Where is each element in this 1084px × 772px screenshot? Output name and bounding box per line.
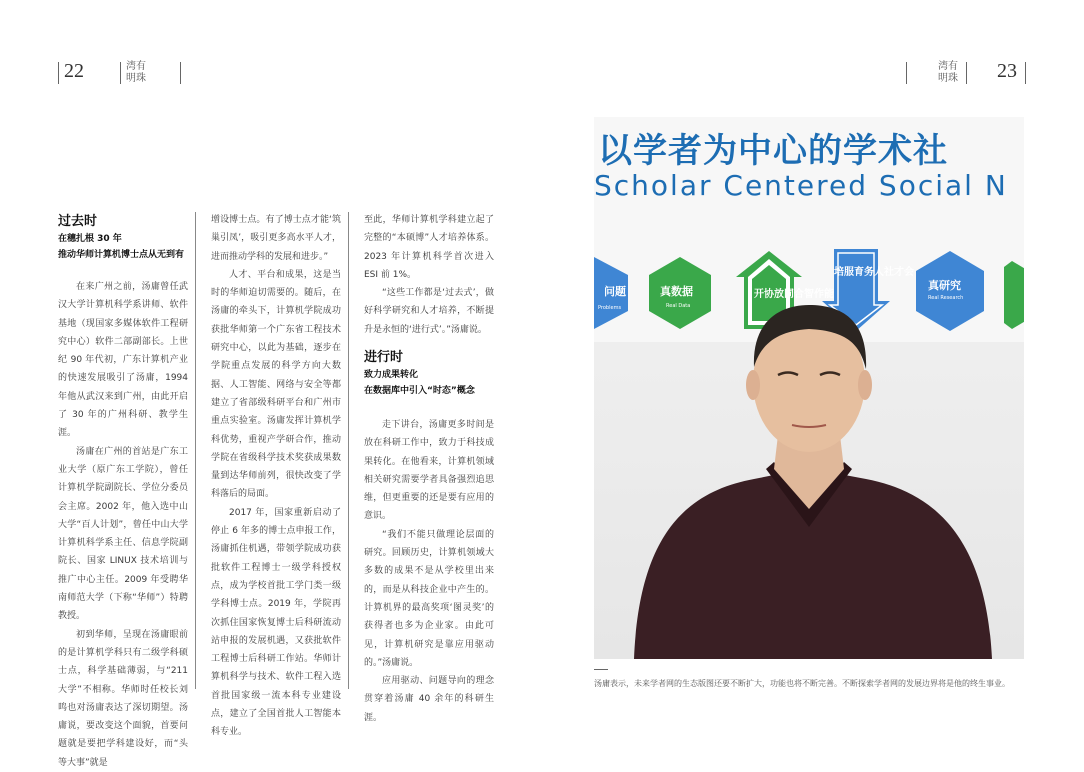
paragraph: 至此，华师计算机学科建立起了完整的“本硕博”人才培养体系。2023 年计算机科学首次进入 ESI 前 1%。 bbox=[364, 215, 494, 280]
banner-subtitle: Scholar Centered Social N bbox=[594, 169, 1008, 202]
left-page-number: 22 bbox=[64, 60, 84, 82]
paragraph: 应用驱动、问题导向的理念贯穿着汤庸 40 余年的科研生涯。 bbox=[364, 676, 494, 723]
hex-label: 培服育务人社才会 bbox=[834, 267, 914, 278]
hex-label: 问题 bbox=[604, 285, 626, 298]
paragraph: 在来广州之前，汤庸曾任武汉大学计算机科学系讲师、软件基地（现国家多媒体软件工程研究中心）软件二部副部长。上世纪 90 年代初，广东计算机产业的快速发展吸引了汤庸，1994 年他从武汉来到广州，由此开启了 30 年的广州科研、教学生涯。 bbox=[58, 282, 188, 439]
article-column-3-top bbox=[364, 211, 494, 339]
portrait-photo bbox=[594, 117, 1024, 659]
article-column-2 bbox=[211, 211, 341, 742]
paragraph: “这些工作都是‘过去式’，做好科学研究和人才培养，不断提升是永恒的‘进行式’。”汤庸说。 bbox=[364, 288, 494, 335]
section-subtitle: 推动华师计算机博士点从无到有 bbox=[58, 250, 185, 260]
right-page-number: 23 bbox=[997, 60, 1017, 82]
header-divider bbox=[180, 62, 181, 84]
hex-sublabel: Real Research bbox=[928, 295, 964, 301]
magazine-name: 湾有 明珠 bbox=[126, 61, 146, 84]
magazine-name: 湾有 明珠 bbox=[938, 61, 958, 84]
header-divider bbox=[966, 62, 967, 84]
photo-caption: 汤庸表示，未来学者网的生态版图还要不断扩大，功能也将不断完善。不断探索学者网的发展边界将是他的终生事业。 bbox=[594, 679, 1010, 688]
section-header-past bbox=[58, 213, 190, 263]
hex-label: 真数据 bbox=[660, 285, 693, 298]
paragraph: 人才、平台和成果，这是当时的华师迫切需要的。随后，在汤庸的牵头下，计算机学院成功获批华师第一个广东省工程技术研究中心，以此为基础，逐步在学院重点发展的科学方向大数据、人工智能、网络与安全等都建立了省部级科研平台和广州市重点实验室。汤庸发挥计算机学科优势，重视产学研合作，推动学院在省级科学技术奖获成果数量到达华师前列，很快改变了学科落后的局面。 bbox=[211, 269, 341, 500]
section-title: 过去时 bbox=[58, 214, 98, 229]
person-figure bbox=[594, 117, 1024, 659]
banner-title: 以学者为中心的学术社 bbox=[598, 131, 948, 171]
hex-label: 真研究 bbox=[928, 279, 961, 292]
column-divider bbox=[348, 212, 349, 689]
article-column-1 bbox=[58, 278, 188, 772]
paragraph: 2017 年，国家重新启动了停止 6 年多的博士点申报工作，汤庸抓住机遇，带领学院成功获批软件工程博士一级学科授权点，成为学校首批工学门类一级学科博士点。2019 年，学院再次抓住国家恢复博士后科研流动站申报的发展机遇，又获批软件工程博士后科研工作站。华师计算机科学与技术、软件工程入选首批国家级一流本科专业建设点，建立了全国首批人工智能本科专业。 bbox=[211, 507, 341, 738]
paragraph: 增设博士点。有了博士点才能‘筑巢引凤’，吸引更多高水平人才，进而推动学科的发展和进步。” bbox=[211, 215, 341, 262]
paragraph: 走下讲台，汤庸更多时间是放在科研工作中，致力于科技成果转化。在他看来，计算机领域相关研究需要学者具备强烈追思维，但更重要的还是要有应用的意识。 bbox=[364, 420, 494, 522]
header-divider bbox=[1025, 62, 1026, 84]
caption-rule bbox=[594, 669, 608, 670]
header-divider bbox=[906, 62, 907, 84]
column-divider bbox=[195, 212, 196, 689]
paragraph: 初到华师，呈现在汤庸眼前的是计算机学科只有二级学科硕士点，科学基础薄弱，与“211 大学”不相称。华师时任校长刘鸣也对汤庸表达了深切期望。汤庸说，要改变这个面貌，首要问题就是要把学科建设好，而“头等大事”就是 bbox=[58, 629, 188, 768]
paragraph: “我们不能只做理论层面的研究。回顾历史，计算机领域大多数的成果不是从学校里出来的，而是从科技企业中产生的。计算机界的最高奖项‘图灵奖’的获得者也多为企业家。由此可见，计算机研究是靠应用驱动的。”汤庸说。 bbox=[364, 529, 494, 668]
section-title: 进行时 bbox=[364, 350, 404, 365]
header-divider bbox=[58, 62, 59, 84]
section-header-present bbox=[364, 349, 496, 399]
article-column-3-bottom bbox=[364, 416, 494, 727]
section-subtitle: 致力成果转化 bbox=[364, 370, 419, 380]
section-subtitle: 在数据库中引入“时态”概念 bbox=[364, 386, 475, 396]
paragraph: 汤庸在广州的首站是广东工业大学（原广东工学院），曾任计算机学院副院长、学位分委员会主席。2002 年，他入选中山大学“百人计划”，曾任中山大学计算机科学系主任、信息学院副院长、国家 LINUX 技术培训与推广中心主任。2009 年受聘华南师范大学（下称“华师”）特聘教授。 bbox=[58, 446, 188, 622]
hex-sublabel: Problems bbox=[598, 305, 622, 311]
hex-label: 开协放同合智作能 bbox=[754, 289, 834, 300]
section-subtitle: 在穗扎根 30 年 bbox=[58, 234, 122, 244]
header-divider bbox=[120, 62, 121, 84]
hex-sublabel: Real Data bbox=[666, 303, 691, 309]
